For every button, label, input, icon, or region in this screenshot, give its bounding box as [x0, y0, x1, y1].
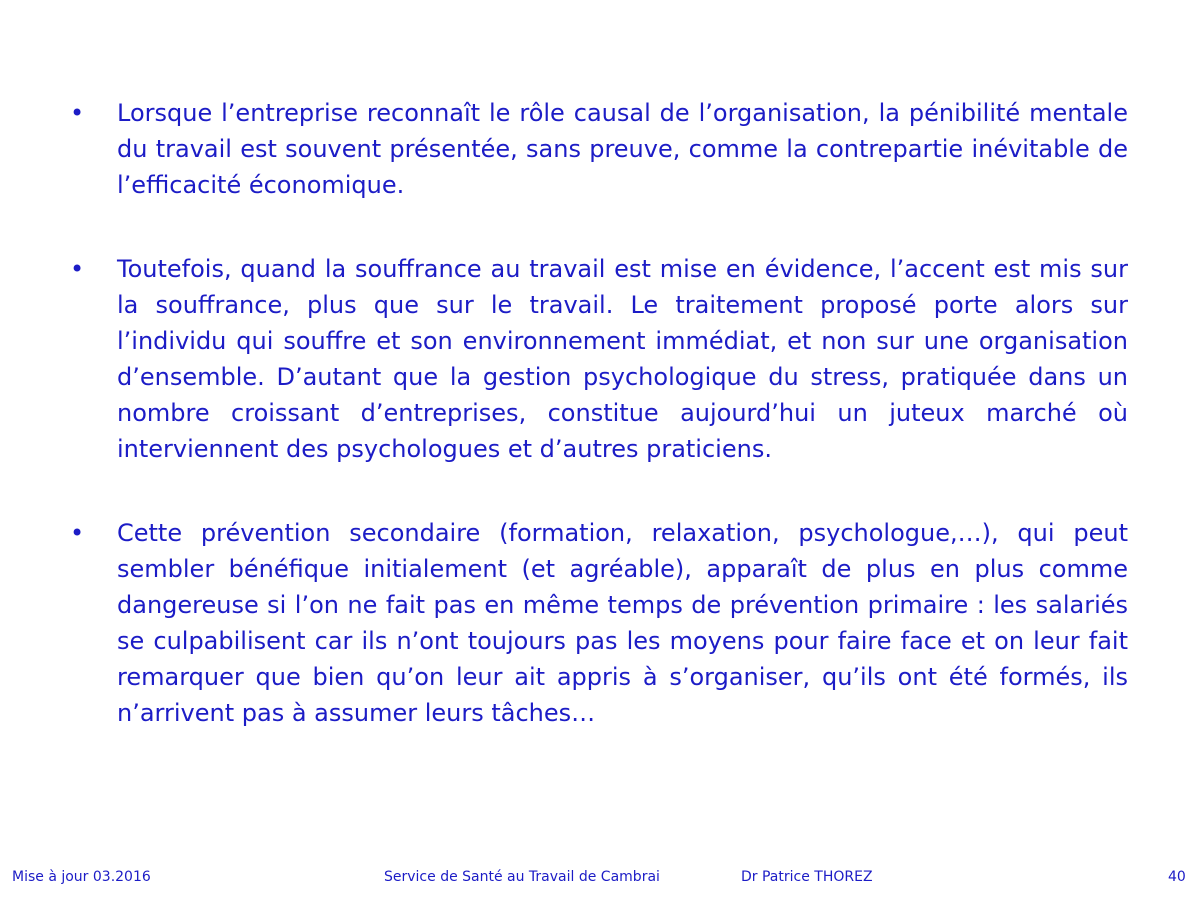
bullet-item-2	[70, 251, 1128, 467]
bullet-marker: •	[70, 255, 85, 283]
bullet-text-3: Cette prévention secondaire (formation, relaxation, psychologue,…), qui peut sembler bénéfique initialement (et agréable), apparaît de plus en plus comme dangereuse si l’on ne fait pas en même temps de prévention primaire : les salariés se culpabilisent car ils n’ont toujours pas les moyens pour faire face et on leur fait remarquer que bien qu’on leur ait appris à s’organiser, qu’ils ont été formés, ils n’arrivent pas à assumer leurs tâches…	[117, 519, 1128, 727]
bullet-marker: •	[70, 99, 85, 127]
footer-author: Dr Patrice THOREZ	[741, 869, 873, 885]
bullet-item-1	[70, 95, 1128, 203]
page-number: 40	[1168, 869, 1186, 885]
bullet-item-3	[70, 515, 1128, 731]
bullet-marker: •	[70, 519, 85, 547]
bullet-text-2: Toutefois, quand la souffrance au travail est mise en évidence, l’accent est mis sur la souffrance, plus que sur le travail. Le traitement proposé porte alors sur l’individu qui souffre et son environnement immédiat, et non sur une organisation d’ensemble. D’autant que la gestion psychologique du stress, pratiquée dans un nombre croissant d’entreprises, constitue aujourd’hui un juteux marché où interviennent des psychologues et d’autres praticiens.	[117, 255, 1128, 463]
footer-update-date: Mise à jour 03.2016	[12, 869, 151, 885]
bullet-text-1: Lorsque l’entreprise reconnaît le rôle causal de l’organisation, la pénibilité mentale du travail est souvent présentée, sans preuve, comme la contrepartie inévitable de l’efficacité économique.	[117, 99, 1128, 199]
bullet-list	[70, 95, 1128, 731]
footer-service-name: Service de Santé au Travail de Cambrai	[384, 869, 660, 885]
